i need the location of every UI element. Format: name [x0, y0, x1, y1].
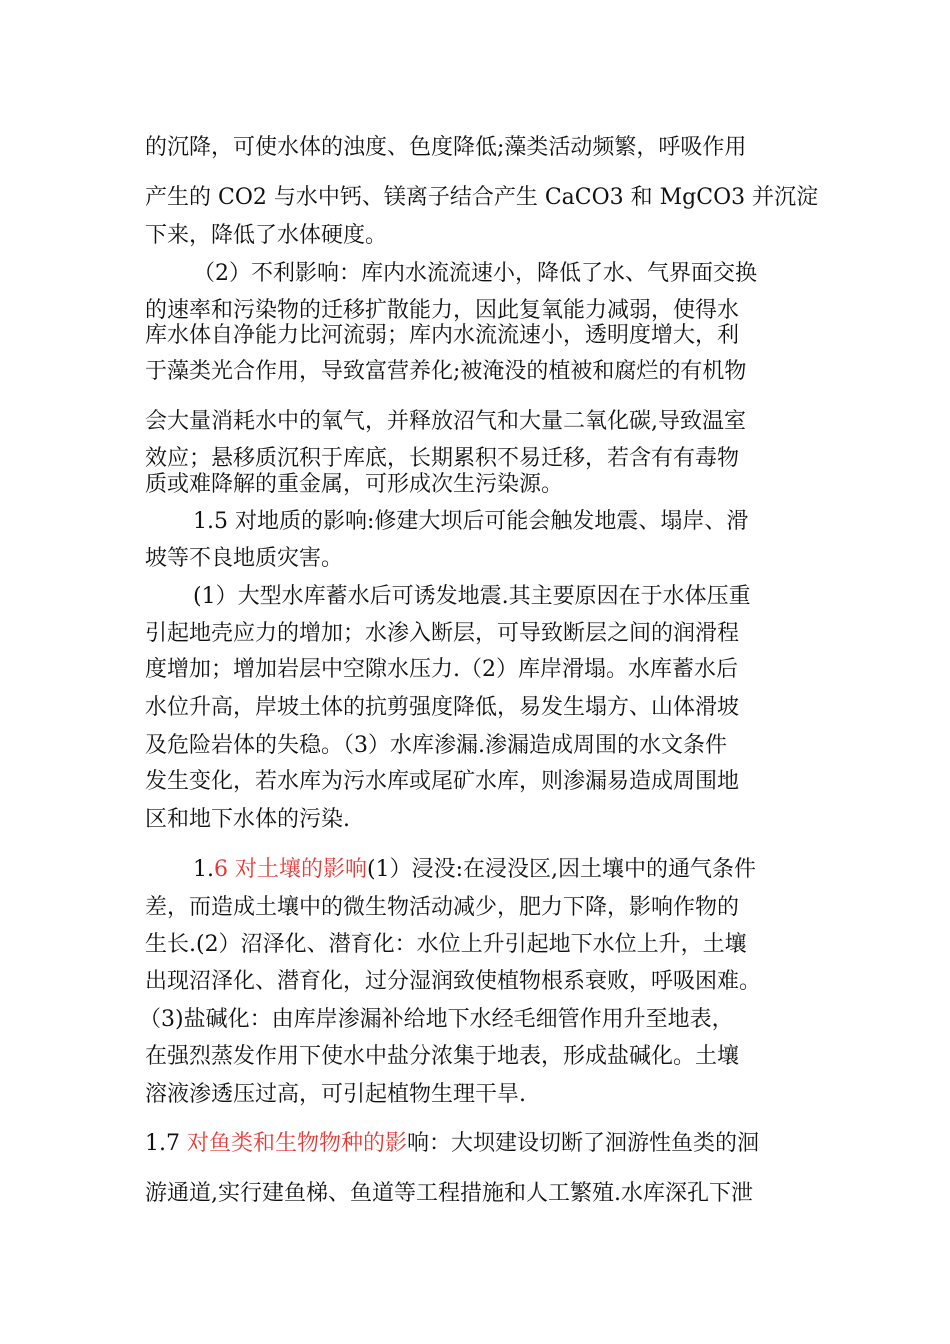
paragraph-line: （3)盐碱化：由库岸渗漏补给地下水经毛细管作用升至地表，: [139, 1007, 734, 1032]
paragraph-line: 效应；悬移质沉积于库底，长期累积不易迁移，若含有有毒物: [145, 446, 740, 471]
paragraph-line: 引起地壳应力的增加；水渗入断层，可导致断层之间的润滑程: [145, 621, 740, 646]
paragraph-line: 溶液渗透压过高，可引起植物生理干旱.: [145, 1082, 526, 1107]
highlighted-heading: 6 对土壤的影响: [214, 857, 367, 882]
heading-continuation: (1）浸没:在浸没区,因土壤中的通气条件: [367, 857, 756, 882]
paragraph-line: 及危险岩体的失稳。（3）水库渗漏.渗漏造成周围的水文条件: [145, 733, 727, 758]
paragraph-line: 坡等不良地质灾害。: [145, 546, 344, 571]
paragraph-line: 于藻类光合作用，导致富营养化;被淹没的植被和腐烂的有机物: [145, 359, 747, 384]
paragraph-line: 库水体自净能力比河流弱；库内水流流速小，透明度增大，利: [145, 323, 740, 348]
paragraph-line: 的速率和污染物的迁移扩散能力，因此复氧能力减弱，使得水: [145, 298, 740, 323]
section-heading-1-6: [193, 856, 810, 884]
paragraph-line: 质或难降解的重金属，可形成次生污染源。: [145, 472, 564, 497]
paragraph-line: 发生变化，若水库为污水库或尾矿水库，则渗漏易造成周围地: [145, 769, 740, 794]
paragraph-line: 差，而造成土壤中的微生物活动减少，肥力下降，影响作物的: [145, 895, 740, 920]
paragraph-line: 度增加；增加岩层中空隙水压力.（2）库岸滑塌。水库蓄水后: [145, 657, 738, 682]
paragraph-line: 游通道,实行建鱼梯、鱼道等工程措施和人工繁殖.水库深孔下泄: [145, 1181, 753, 1206]
paragraph-line: 在强烈蒸发作用下使水中盐分浓集于地表，形成盐碱化。土壤: [145, 1044, 740, 1069]
paragraph-line: 会大量消耗水中的氧气，并释放沼气和大量二氧化碳,导致温室: [145, 409, 746, 434]
paragraph-line: 下来，降低了水体硬度。: [145, 223, 388, 248]
paragraph-line: 水位升高，岸坡土体的抗剪强度降低，易发生塌方、山体滑坡: [145, 695, 740, 720]
section-heading-1-5: 1.5 对地质的影响:修建大坝后可能会触发地震、塌岸、滑: [193, 509, 749, 534]
paragraph-line: 区和地下水体的污染.: [145, 807, 350, 832]
paragraph-line: 生长.(2）沼泽化、潜育化：水位上升引起地下水位上升，土壤: [145, 932, 747, 957]
paragraph-line: (1）大型水库蓄水后可诱发地震.其主要原因在于水体压重: [193, 584, 751, 609]
heading-continuation: 响：大坝建设切断了洄游性鱼类的洄: [407, 1131, 760, 1156]
heading-number: 1.: [193, 857, 214, 882]
paragraph-line: 的沉降，可使水体的浊度、色度降低;藻类活动频繁，呼吸作用: [145, 135, 747, 160]
highlighted-heading: 对鱼类和生物物种的影: [186, 1131, 407, 1156]
paragraph-line: 出现沼泽化、潜育化，过分湿润致使植物根系衰败，呼吸困难。: [145, 969, 762, 994]
paragraph-line: （2）不利影响：库内水流流速小，降低了水、气界面交换: [193, 261, 757, 286]
section-heading-1-7: [145, 1130, 810, 1158]
heading-number: 1.7: [145, 1131, 187, 1156]
paragraph-line: 产生的 CO2 与水中钙、镁离子结合产生 CaCO3 和 MgCO3 并沉淀: [145, 185, 819, 210]
